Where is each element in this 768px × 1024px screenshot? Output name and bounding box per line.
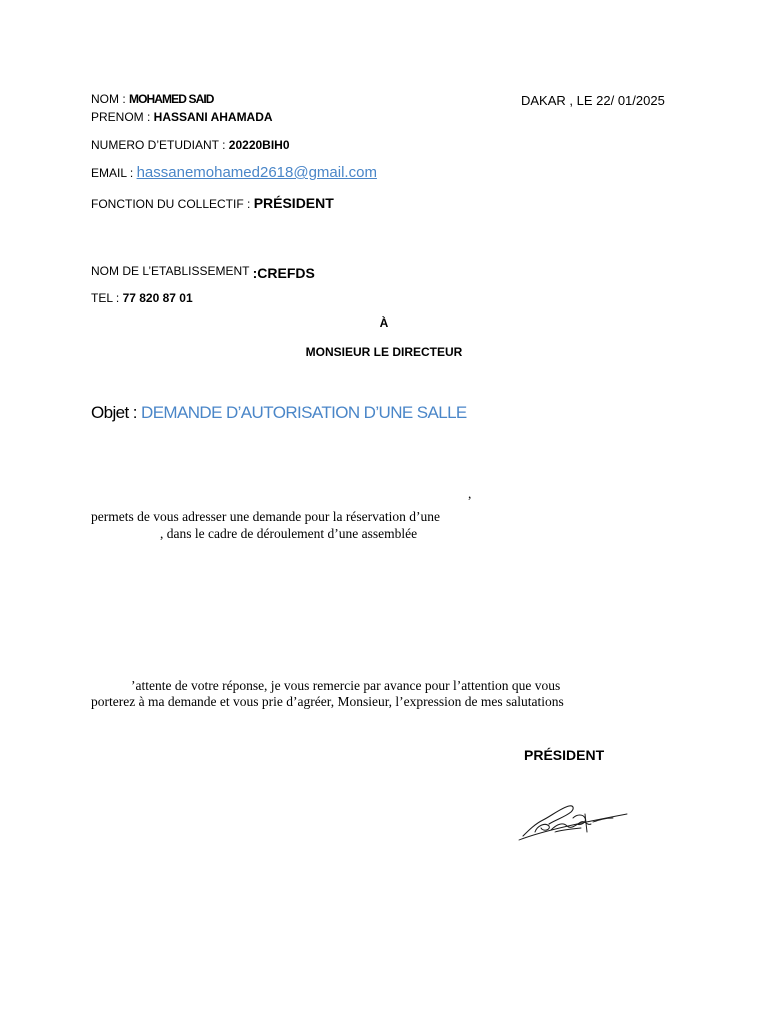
- tel-value: 77 820 87 01: [122, 291, 193, 305]
- tel-label: TEL :: [91, 291, 123, 305]
- tel-line: [91, 289, 193, 307]
- fonction-value: PRÉSIDENT: [253, 195, 334, 211]
- numero-label: NUMERO D’ETUDIANT :: [91, 138, 229, 152]
- numero-line: [91, 136, 290, 154]
- etablissement-line: [91, 262, 315, 280]
- etablissement-label: NOM DE L’ETABLISSEMENT: [91, 264, 253, 278]
- nom-value: MOHAMED SAID: [129, 92, 214, 106]
- body-line-4: porterez à ma demande et vous prie d’agréer, Monsieur, l’expression de mes salutations: [91, 694, 564, 709]
- email-line: [91, 164, 377, 182]
- numero-value: 20220BIH0: [228, 138, 290, 152]
- objet-line: [91, 403, 467, 423]
- signature-title: PRÉSIDENT: [524, 747, 605, 763]
- prenom-line: [91, 108, 273, 126]
- email-link[interactable]: hassanemohamed2618@gmail.com: [136, 164, 377, 181]
- nom-label: NOM :: [91, 92, 129, 106]
- prenom-label: PRENOM :: [91, 110, 154, 124]
- etablissement-value: :CREFDS: [252, 265, 315, 281]
- recipient-title: MONSIEUR LE DIRECTEUR: [305, 345, 463, 359]
- objet-value: DEMANDE D’AUTORISATION D’UNE SALLE: [141, 403, 467, 422]
- body-line-1: permets de vous adresser une demande pour la réservation d’une: [91, 509, 440, 524]
- handwritten-signature: [515, 800, 630, 844]
- email-label: EMAIL :: [91, 166, 137, 180]
- fonction-line: [91, 195, 334, 213]
- body-line-3: ’attente de votre réponse, je vous remercie par avance pour l’attention que vous: [131, 678, 561, 693]
- objet-label: Objet :: [91, 403, 142, 422]
- nom-line: [91, 90, 214, 108]
- body-comma: ,: [468, 486, 472, 501]
- fonction-label: FONCTION DU COLLECTIF :: [91, 197, 254, 211]
- body-line-2: , dans le cadre de déroulement d’une assemblée: [160, 526, 418, 541]
- recipient-a: À: [379, 316, 389, 330]
- date: DAKAR , LE 22/ 01/2025: [521, 93, 665, 108]
- prenom-value: HASSANI AHAMADA: [153, 110, 273, 124]
